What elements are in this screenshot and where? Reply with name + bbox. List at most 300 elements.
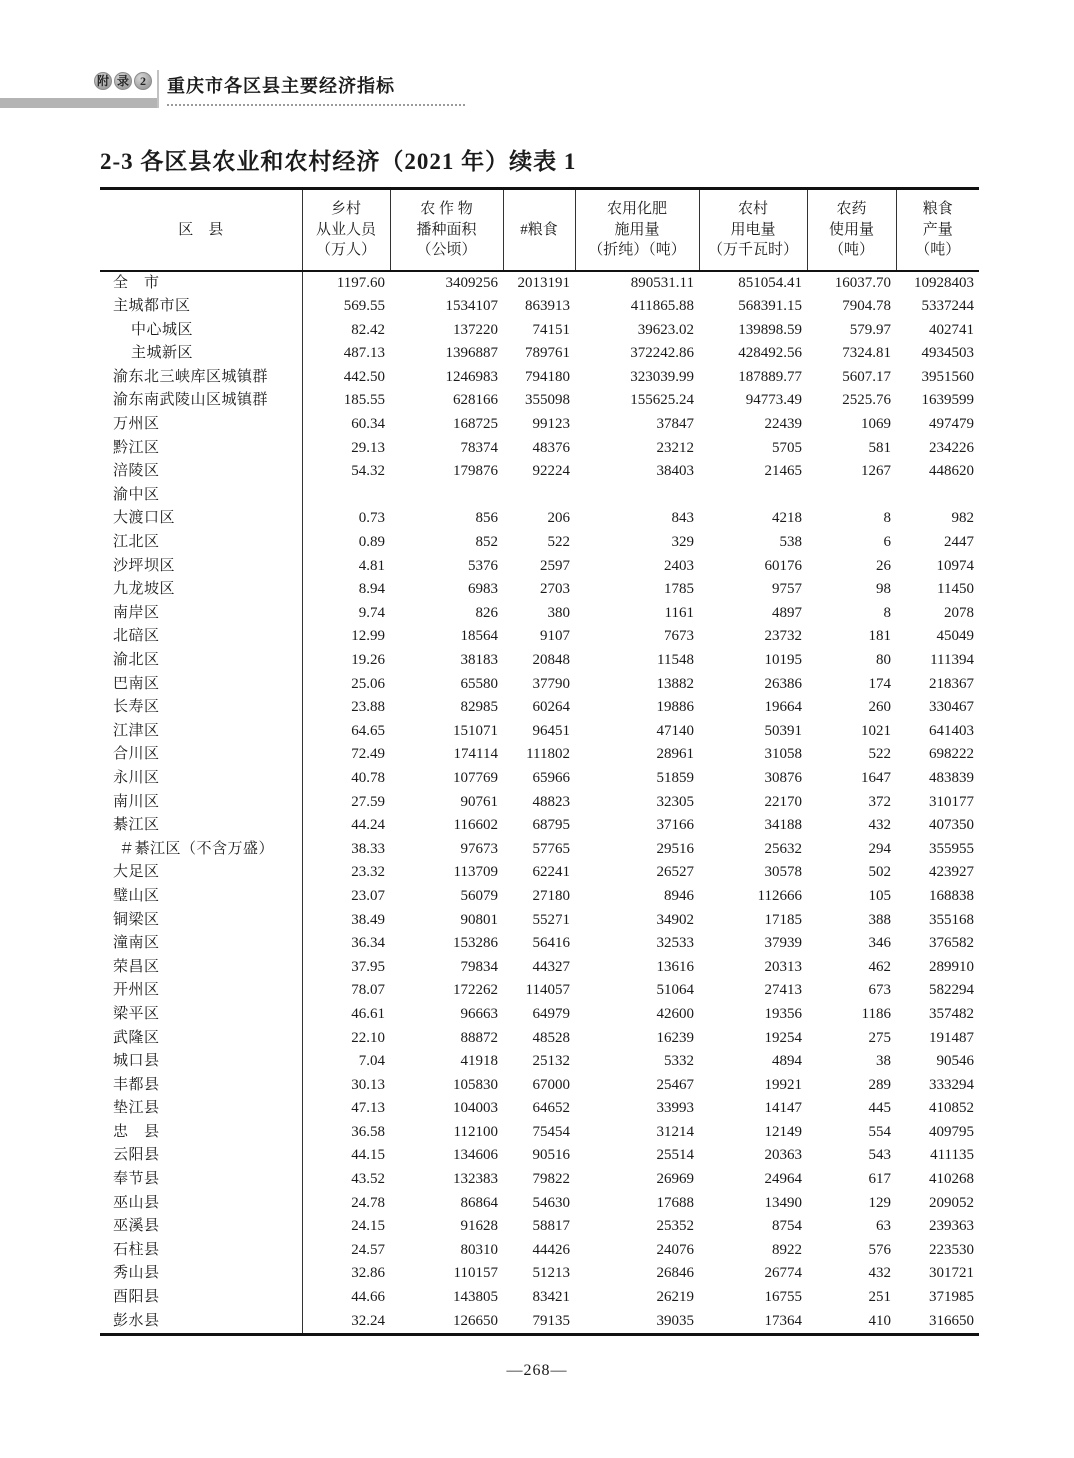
data-cell bbox=[503, 484, 575, 508]
data-cell: 58817 bbox=[532, 1218, 570, 1235]
data-cell: 47.13 bbox=[351, 1100, 385, 1117]
table-row bbox=[100, 271, 979, 296]
data-cell: 36.34 bbox=[351, 935, 385, 952]
data-cell: 20313 bbox=[764, 958, 802, 975]
data-cell: 23212 bbox=[656, 439, 694, 456]
row-label-cell: 长寿区 bbox=[100, 696, 302, 720]
data-cell: 26 bbox=[876, 557, 891, 574]
data-cell: 5705 bbox=[772, 439, 802, 456]
data-cell: 179876 bbox=[453, 463, 498, 480]
data-cell: 90761 bbox=[460, 793, 498, 810]
data-cell: 789761 bbox=[525, 345, 570, 362]
data-cell: 6983 bbox=[468, 581, 498, 598]
data-cell bbox=[575, 484, 699, 508]
data-cell: 65580 bbox=[460, 675, 498, 692]
page-title: 2-3 各区县农业和农村经济（2021 年）续表 1 bbox=[100, 149, 577, 174]
table-row bbox=[100, 1050, 979, 1074]
data-cell: 107769 bbox=[453, 769, 498, 786]
data-cell: 41918 bbox=[460, 1053, 498, 1070]
data-cell: 67000 bbox=[532, 1076, 570, 1093]
table-row bbox=[100, 956, 979, 980]
data-cell: 1647 bbox=[861, 769, 891, 786]
data-cell: 5332 bbox=[664, 1053, 694, 1070]
row-label-cell: 九龙坡区 bbox=[100, 578, 302, 602]
data-cell: 852 bbox=[475, 534, 498, 551]
table-header-cell: 农用化肥 施用量 （折纯）（吨） bbox=[575, 189, 699, 271]
data-cell: 698222 bbox=[929, 746, 974, 763]
table-row bbox=[100, 602, 979, 626]
data-cell: 98 bbox=[876, 581, 891, 598]
table-row bbox=[100, 673, 979, 697]
data-cell: 24964 bbox=[764, 1171, 802, 1188]
data-cell: 155625.24 bbox=[630, 392, 694, 409]
data-cell: 97673 bbox=[460, 840, 498, 857]
data-cell: 3951560 bbox=[921, 368, 974, 385]
data-cell: 139898.59 bbox=[738, 321, 802, 338]
data-cell: 4.81 bbox=[358, 557, 385, 574]
data-cell: 388 bbox=[868, 911, 891, 928]
data-cell: 16239 bbox=[656, 1029, 694, 1046]
data-cell: 483839 bbox=[929, 769, 974, 786]
data-cell: 72.49 bbox=[351, 746, 385, 763]
data-cell: 29.13 bbox=[351, 439, 385, 456]
table-row bbox=[100, 295, 979, 319]
row-label-cell: 彭水县 bbox=[100, 1310, 302, 1335]
data-cell: 19921 bbox=[764, 1076, 802, 1093]
data-cell: 25132 bbox=[532, 1053, 570, 1070]
table-row bbox=[100, 838, 979, 862]
data-cell: 3409256 bbox=[445, 274, 498, 291]
data-cell: 26386 bbox=[764, 675, 802, 692]
row-label-cell: 丰都县 bbox=[100, 1074, 302, 1098]
row-label-cell: 大渡口区 bbox=[100, 507, 302, 531]
data-cell: 355955 bbox=[929, 840, 974, 857]
table-row bbox=[100, 1168, 979, 1192]
data-cell: 522 bbox=[868, 746, 891, 763]
data-cell: 2013191 bbox=[517, 274, 570, 291]
data-cell: 568391.15 bbox=[738, 298, 802, 315]
data-cell: 22.10 bbox=[351, 1029, 385, 1046]
data-cell: 371985 bbox=[929, 1289, 974, 1306]
data-cell: 538 bbox=[779, 534, 802, 551]
data-cell: 410852 bbox=[929, 1100, 974, 1117]
data-cell: 14147 bbox=[764, 1100, 802, 1117]
data-cell: 25352 bbox=[656, 1218, 694, 1235]
data-cell: 126650 bbox=[453, 1312, 498, 1329]
data-cell: 37847 bbox=[656, 416, 694, 433]
appendix-badge bbox=[94, 72, 152, 90]
data-cell: 10928403 bbox=[914, 274, 974, 291]
table-row bbox=[100, 720, 979, 744]
data-cell: 4894 bbox=[772, 1053, 802, 1070]
row-label-cell: 渝中区 bbox=[100, 484, 302, 508]
data-cell: 27413 bbox=[764, 982, 802, 999]
data-cell: 38 bbox=[876, 1053, 891, 1070]
data-cell: 16037.70 bbox=[834, 274, 891, 291]
data-cell: 410268 bbox=[929, 1171, 974, 1188]
data-cell bbox=[896, 484, 979, 508]
data-cell: 143805 bbox=[453, 1289, 498, 1306]
data-cell: 116602 bbox=[453, 817, 498, 834]
table-header-row bbox=[100, 189, 979, 271]
data-cell: 428492.56 bbox=[738, 345, 802, 362]
data-cell: 576 bbox=[868, 1241, 891, 1258]
row-label-cell: 开州区 bbox=[100, 979, 302, 1003]
row-label-cell: 江津区 bbox=[100, 720, 302, 744]
data-cell: 151071 bbox=[453, 722, 498, 739]
data-cell: 8754 bbox=[772, 1218, 802, 1235]
data-cell: 83421 bbox=[532, 1289, 570, 1306]
data-cell: 4218 bbox=[772, 510, 802, 527]
data-cell: 79135 bbox=[532, 1312, 570, 1329]
table-row bbox=[100, 1215, 979, 1239]
data-cell: 64.65 bbox=[351, 722, 385, 739]
data-cell: 617 bbox=[868, 1171, 891, 1188]
data-cell: 543 bbox=[868, 1147, 891, 1164]
data-cell: 289 bbox=[868, 1076, 891, 1093]
data-cell: 114057 bbox=[525, 982, 570, 999]
data-cell: 223530 bbox=[929, 1241, 974, 1258]
data-cell: 24.15 bbox=[351, 1218, 385, 1235]
data-cell: 376582 bbox=[929, 935, 974, 952]
data-cell: 411135 bbox=[930, 1147, 974, 1164]
table-row bbox=[100, 342, 979, 366]
data-cell: 432 bbox=[868, 817, 891, 834]
data-cell: 329 bbox=[671, 534, 694, 551]
data-cell: 23.32 bbox=[351, 864, 385, 881]
data-cell: 56416 bbox=[532, 935, 570, 952]
row-label-cell: 巫山县 bbox=[100, 1192, 302, 1216]
data-cell: 1161 bbox=[664, 604, 694, 621]
data-cell: 45049 bbox=[936, 628, 974, 645]
data-cell: 38403 bbox=[656, 463, 694, 480]
data-cell: 310177 bbox=[929, 793, 974, 810]
data-cell: 448620 bbox=[929, 463, 974, 480]
table-row bbox=[100, 1097, 979, 1121]
row-label-cell: 沙坪坝区 bbox=[100, 555, 302, 579]
row-label-cell: 綦江区 bbox=[100, 814, 302, 838]
data-cell: 24076 bbox=[656, 1241, 694, 1258]
row-label-cell: 涪陵区 bbox=[100, 460, 302, 484]
data-cell: 402741 bbox=[929, 321, 974, 338]
row-label-cell: 垫江县 bbox=[100, 1097, 302, 1121]
data-cell: 50391 bbox=[764, 722, 802, 739]
data-cell: 88872 bbox=[460, 1029, 498, 1046]
table-row bbox=[100, 366, 979, 390]
data-cell: 17185 bbox=[764, 911, 802, 928]
data-cell: 25467 bbox=[656, 1076, 694, 1093]
data-cell: 5337244 bbox=[921, 298, 974, 315]
row-label-cell: 渝东北三峡库区城镇群 bbox=[100, 366, 302, 390]
data-cell: 44.66 bbox=[351, 1289, 385, 1306]
data-cell: 1396887 bbox=[445, 345, 498, 362]
row-label-cell: 秀山县 bbox=[100, 1262, 302, 1286]
data-cell: 168725 bbox=[453, 416, 498, 433]
table-row bbox=[100, 1286, 979, 1310]
table-row bbox=[100, 1144, 979, 1168]
data-cell: 7.04 bbox=[358, 1053, 385, 1070]
data-cell: 153286 bbox=[453, 935, 498, 952]
data-cell: 57765 bbox=[532, 840, 570, 857]
data-cell: 111802 bbox=[526, 746, 570, 763]
data-cell: 251 bbox=[868, 1289, 891, 1306]
data-cell: 78.07 bbox=[351, 982, 385, 999]
data-cell: 2525.76 bbox=[842, 392, 891, 409]
data-cell: 409795 bbox=[929, 1123, 974, 1140]
row-label-cell: 合川区 bbox=[100, 743, 302, 767]
table-header-cell: 区 县 bbox=[100, 189, 302, 271]
table-row bbox=[100, 578, 979, 602]
data-cell: 134606 bbox=[453, 1147, 498, 1164]
data-cell: 851054.41 bbox=[738, 274, 802, 291]
data-cell: 462 bbox=[868, 958, 891, 975]
row-label-cell: 梁平区 bbox=[100, 1003, 302, 1027]
data-cell: 104003 bbox=[453, 1100, 498, 1117]
data-cell: 91628 bbox=[460, 1218, 498, 1235]
row-label-cell: 大足区 bbox=[100, 861, 302, 885]
table-row bbox=[100, 507, 979, 531]
row-label-cell: 中心城区 bbox=[100, 319, 302, 343]
data-cell: 275 bbox=[868, 1029, 891, 1046]
data-cell: 8946 bbox=[664, 887, 694, 904]
data-cell: 6 bbox=[883, 534, 891, 551]
data-cell: 47140 bbox=[656, 722, 694, 739]
table-row bbox=[100, 932, 979, 956]
data-cell: 38.49 bbox=[351, 911, 385, 928]
data-cell: 1534107 bbox=[445, 298, 498, 315]
table-row bbox=[100, 696, 979, 720]
data-cell: 62241 bbox=[532, 864, 570, 881]
data-cell: 12.99 bbox=[351, 628, 385, 645]
data-cell: 51213 bbox=[532, 1265, 570, 1282]
data-cell: 68795 bbox=[532, 817, 570, 834]
data-cell: 32305 bbox=[656, 793, 694, 810]
table-row bbox=[100, 767, 979, 791]
data-cell: 502 bbox=[868, 864, 891, 881]
data-cell: 40.78 bbox=[351, 769, 385, 786]
data-cell: 38183 bbox=[460, 652, 498, 668]
data-cell: 863913 bbox=[525, 298, 570, 315]
data-cell: 29516 bbox=[656, 840, 694, 857]
data-cell: 330467 bbox=[929, 699, 974, 716]
data-cell: 13616 bbox=[656, 958, 694, 975]
row-label-cell: 南岸区 bbox=[100, 602, 302, 626]
data-cell: 1246983 bbox=[445, 368, 498, 385]
data-cell: 10974 bbox=[936, 557, 974, 574]
data-cell bbox=[390, 484, 503, 508]
data-cell: 407350 bbox=[929, 817, 974, 834]
data-cell: 94773.49 bbox=[745, 392, 802, 409]
row-label-cell: 主城新区 bbox=[100, 342, 302, 366]
data-cell: 99123 bbox=[532, 416, 570, 433]
data-cell: 30.13 bbox=[351, 1076, 385, 1093]
data-cell: 54.32 bbox=[351, 463, 385, 480]
data-cell: 24.78 bbox=[351, 1194, 385, 1211]
data-cell: 7673 bbox=[664, 628, 694, 645]
badge-char-circle: 录 bbox=[114, 72, 132, 90]
table-header-cell: 农 作 物 播种面积 （公顷） bbox=[390, 189, 503, 271]
table-row bbox=[100, 909, 979, 933]
data-cell: 234226 bbox=[929, 439, 974, 456]
data-cell: 357482 bbox=[929, 1005, 974, 1022]
data-cell: 80310 bbox=[460, 1241, 498, 1258]
data-cell: 185.55 bbox=[343, 392, 385, 409]
data-cell: 2597 bbox=[540, 557, 570, 574]
data-cell: 410 bbox=[868, 1312, 891, 1329]
data-cell: 8922 bbox=[772, 1241, 802, 1258]
row-label-cell: 渝北区 bbox=[100, 649, 302, 673]
data-cell: 8.94 bbox=[358, 581, 385, 598]
data-cell: 74151 bbox=[532, 321, 570, 338]
data-cell: 487.13 bbox=[343, 345, 385, 362]
data-cell: 60264 bbox=[532, 699, 570, 716]
data-cell: 64979 bbox=[532, 1005, 570, 1022]
data-cell: 96451 bbox=[532, 722, 570, 739]
data-cell: 260 bbox=[868, 699, 891, 716]
data-cell: 581 bbox=[868, 439, 891, 456]
data-cell: 13882 bbox=[656, 675, 694, 692]
data-cell: 794180 bbox=[525, 368, 570, 385]
data-cell: 30578 bbox=[764, 864, 802, 881]
table-row bbox=[100, 1074, 979, 1098]
data-cell: 60176 bbox=[764, 557, 802, 574]
data-cell: 112100 bbox=[453, 1123, 498, 1140]
data-cell: 46.61 bbox=[351, 1005, 385, 1022]
data-cell: 206 bbox=[547, 510, 570, 527]
table-row bbox=[100, 1003, 979, 1027]
table-header-cell: 农村 用电量 （万千瓦时） bbox=[699, 189, 807, 271]
data-cell: 9.74 bbox=[358, 604, 385, 621]
data-cell: 209052 bbox=[929, 1194, 974, 1211]
data-cell: 982 bbox=[951, 510, 974, 527]
appendix-gray-bar bbox=[0, 98, 158, 108]
data-cell: 56079 bbox=[460, 887, 498, 904]
data-cell: 23.07 bbox=[351, 887, 385, 904]
row-label-cell: 城口县 bbox=[100, 1050, 302, 1074]
data-cell: 43.52 bbox=[351, 1171, 385, 1188]
row-label-cell: 永川区 bbox=[100, 767, 302, 791]
table-row bbox=[100, 979, 979, 1003]
table-row bbox=[100, 1310, 979, 1335]
data-cell: 4897 bbox=[772, 604, 802, 621]
badge-char-circle: 2 bbox=[134, 72, 152, 90]
data-cell: 82.42 bbox=[351, 321, 385, 338]
data-cell: 9107 bbox=[540, 628, 570, 645]
table-row bbox=[100, 1239, 979, 1263]
data-cell: 1267 bbox=[861, 463, 891, 480]
data-cell: 113709 bbox=[453, 864, 498, 881]
data-cell: 36.58 bbox=[351, 1123, 385, 1140]
data-cell: 346 bbox=[868, 935, 891, 952]
table-row bbox=[100, 437, 979, 461]
data-cell: 11450 bbox=[937, 581, 974, 598]
row-label-cell: 江北区 bbox=[100, 531, 302, 555]
data-cell: 132383 bbox=[453, 1171, 498, 1188]
table-row bbox=[100, 625, 979, 649]
data-cell: 1639599 bbox=[921, 392, 974, 409]
data-cell: 129 bbox=[868, 1194, 891, 1211]
data-cell: 19.26 bbox=[351, 652, 385, 668]
data-cell: 48823 bbox=[532, 793, 570, 810]
table-row bbox=[100, 743, 979, 767]
data-cell: 554 bbox=[868, 1123, 891, 1140]
data-cell: 79822 bbox=[532, 1171, 570, 1188]
row-label-cell: 武隆区 bbox=[100, 1027, 302, 1051]
data-cell: 1186 bbox=[861, 1005, 891, 1022]
row-label-cell: 忠 县 bbox=[100, 1121, 302, 1145]
data-cell: 826 bbox=[475, 604, 498, 621]
data-cell: 64652 bbox=[532, 1100, 570, 1117]
data-cell: 16755 bbox=[764, 1289, 802, 1306]
data-cell: 25514 bbox=[656, 1147, 694, 1164]
table-row bbox=[100, 413, 979, 437]
data-cell: 51064 bbox=[656, 982, 694, 999]
data-cell: 8 bbox=[883, 604, 891, 621]
data-cell: 55271 bbox=[532, 911, 570, 928]
data-cell: 9757 bbox=[772, 581, 802, 598]
data-cell: 75454 bbox=[532, 1123, 570, 1140]
data-cell: 23.88 bbox=[351, 699, 385, 716]
table-row bbox=[100, 319, 979, 343]
table-row bbox=[100, 791, 979, 815]
data-cell: 44327 bbox=[532, 958, 570, 975]
data-cell: 19664 bbox=[764, 699, 802, 716]
data-cell: 105830 bbox=[453, 1076, 498, 1093]
table-row bbox=[100, 531, 979, 555]
data-cell: 323039.99 bbox=[630, 368, 694, 385]
data-cell: 42600 bbox=[656, 1005, 694, 1022]
data-cell: 26219 bbox=[656, 1289, 694, 1306]
data-cell: 38.33 bbox=[351, 840, 385, 857]
table-row bbox=[100, 814, 979, 838]
data-cell: 0.73 bbox=[358, 510, 385, 527]
data-cell: 96663 bbox=[460, 1005, 498, 1022]
data-cell: 32533 bbox=[656, 935, 694, 952]
row-label-cell: 铜梁区 bbox=[100, 909, 302, 933]
data-cell: 569.55 bbox=[343, 298, 385, 315]
data-cell: 26846 bbox=[656, 1265, 694, 1282]
data-cell: 51859 bbox=[656, 769, 694, 786]
data-cell: 442.50 bbox=[343, 368, 385, 385]
data-cell: 34902 bbox=[656, 911, 694, 928]
data-cell: 90801 bbox=[460, 911, 498, 928]
data-cell: 39623.02 bbox=[637, 321, 694, 338]
data-cell: 289910 bbox=[929, 958, 974, 975]
table-row bbox=[100, 1192, 979, 1216]
table-row bbox=[100, 555, 979, 579]
data-cell: 90546 bbox=[936, 1053, 974, 1070]
data-cell: 628166 bbox=[453, 392, 498, 409]
data-cell: 8 bbox=[883, 510, 891, 527]
page-number: —268— bbox=[506, 1362, 568, 1379]
data-cell: 27180 bbox=[532, 887, 570, 904]
data-cell: 21465 bbox=[764, 463, 802, 480]
data-cell bbox=[699, 484, 807, 508]
data-cell: 33993 bbox=[656, 1100, 694, 1117]
data-cell: 522 bbox=[547, 534, 570, 551]
data-cell: 37.95 bbox=[351, 958, 385, 975]
table-row bbox=[100, 861, 979, 885]
row-label-cell: 云阳县 bbox=[100, 1144, 302, 1168]
data-cell: 187889.77 bbox=[738, 368, 802, 385]
data-cell: 37790 bbox=[532, 675, 570, 692]
data-cell: 11548 bbox=[657, 652, 694, 668]
row-label-cell: ＃綦江区（不含万盛） bbox=[100, 838, 302, 862]
data-cell: 48528 bbox=[532, 1029, 570, 1046]
data-cell: 37166 bbox=[656, 817, 694, 834]
data-cell: 497479 bbox=[929, 416, 974, 433]
data-cell: 54630 bbox=[532, 1194, 570, 1211]
